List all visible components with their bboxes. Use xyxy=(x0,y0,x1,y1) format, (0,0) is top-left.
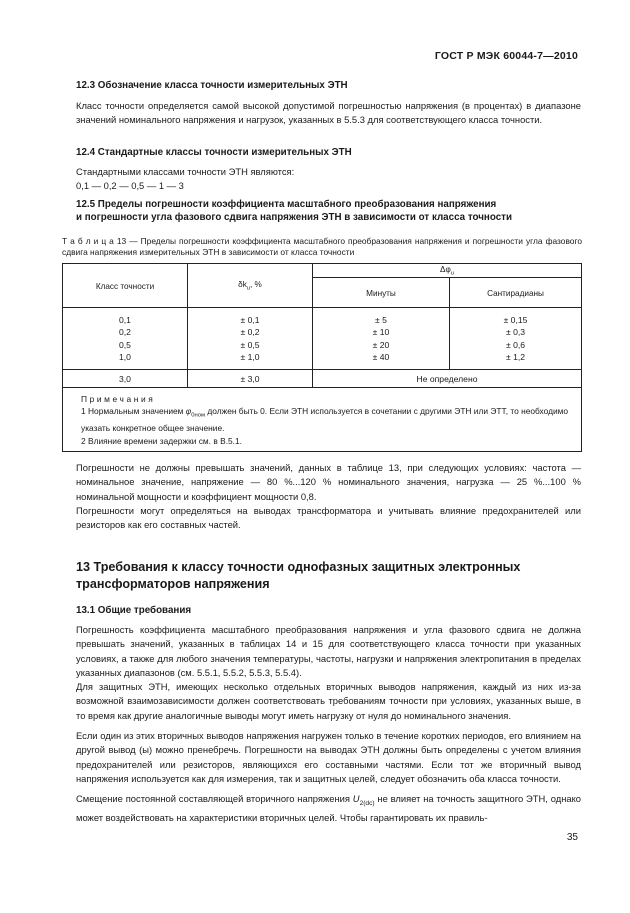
header-class: Класс точности xyxy=(63,264,188,308)
class-values: 0,1 0,2 0,5 1,0 xyxy=(63,308,188,370)
header-centiradians: Сантирадианы xyxy=(450,278,582,308)
document-header: ГОСТ Р МЭК 60044-7—2010 xyxy=(434,50,578,62)
section-12-3-text: Класс точности определяется самой высокой допустимой погрешностью напряжения (в процентах) в диапазоне значений номинального напряжения и нагрузок, указанных в 5.5.3 для соответствующего класса точности. xyxy=(76,100,581,126)
header-dphi: $\Delta\varphi_u$ xyxy=(313,264,582,278)
table-13-caption: Т а б л и ц а 13 — Пределы погрешности коэффициента масштабного преобразования напряжения и погрешности угла фазового сдвига напряжения измерительных ЭТН в зависимости от класса точности xyxy=(62,236,582,257)
section-13-1-paragraph-2: Для защитных ЭТН, имеющих несколько отдельных вторичных выводов напряжения, каждый из них из-за возможной взаимозависимости должен соответствовать требованиям точности при условиях, указанных выше, в то время как другие аналогичные выводы могут иметь нагрузку от нуля до номинального значения. xyxy=(76,681,581,721)
header-minutes: Минуты xyxy=(313,278,450,308)
table-notes xyxy=(63,388,582,452)
note-1: 1 Нормальным значением $\varphi_{0ном}$ должен быть 0. Если ЭТН используется в сочетании с другими ЭТН или ЭТТ, то необходимо указать конкретное общее значение. xyxy=(81,406,569,434)
after-table-paragraph-2: Погрешности могут определяться на выводах трансформатора и учитывать влияние предохранителей или резисторов как его составных частей. xyxy=(76,505,581,531)
section-13-1-title: 13.1 Общие требования xyxy=(76,605,192,616)
section-12-5-title-line1: 12.5 Пределы погрешности коэффициента масштабного преобразования напряжения xyxy=(76,199,497,210)
section-13-1-paragraph-1: Погрешность коэффициента масштабного преобразования напряжения и угла фазового сдвига не должна превышать значений, указанных в таблицах 14 и 15 для соответствующего класса точности при указанных условиях, а также для любого значения температуры, частоты, нагрузки и напряжения электропитания в пределах указанных диапазонов (см. 5.5.1, 5.5.2, 5.5.3, 5.5.4). xyxy=(76,624,581,679)
after-table-paragraph-1: Погрешности не должны превышать значений, данных в таблице 13, при следующих условиях: частота — номинальное значение, напряжение — 80 %...120 % номинального значения, нагрузка — 25 %...100 % номинальной мощности и коэффициент мощности 0,8. xyxy=(76,462,581,502)
class-3-cell: 3,0 xyxy=(63,370,188,388)
section-13-1-paragraph-4: Смещение постоянной составляющей вторичного напряжения $U_{2(dc)}$ не влияет на точность защитного ЭТН, однако может воздействовать на характеристики вторичных целей. Чтобы гарантировать их правиль- xyxy=(76,793,582,824)
section-12-5-title-line2: и погрешности угла фазового сдвига напряжения ЭТН в зависимости от класса точности xyxy=(76,212,512,223)
section-13-title-line2: трансформаторов напряжения xyxy=(76,577,270,591)
minutes-values: ± 5 ± 10 ± 20 ± 40 xyxy=(313,308,450,370)
header-dk: $\delta k_u$, % xyxy=(188,264,313,308)
section-13-title-line1: 13 Требования к классу точности однофазных защитных электронных xyxy=(76,560,521,574)
centiradians-values: ± 0,15 ± 0,3 ± 0,6 ± 1,2 xyxy=(450,308,582,370)
section-12-4-classes: 0,1 — 0,2 — 0,5 — 1 — 3 xyxy=(76,180,184,191)
section-12-4-line1: Стандартными классами точности ЭТН являются: xyxy=(76,166,295,177)
section-12-4-title: 12.4 Стандартные классы точности измерительных ЭТН xyxy=(76,147,352,158)
undefined-cell: Не определено xyxy=(313,370,582,388)
dk-3-cell: ± 3,0 xyxy=(188,370,313,388)
section-13-1-paragraph-3: Если один из этих вторичных выводов напряжения нагружен только в течение коротких периодов, его влиянием на другой вывод (ы) можно пренебречь. Погрешности на выводах ЭТН должны быть определены с учетом влияния предохранителей или резисторов, являющихся его составными частями. Если тот же вторичный вывод напряжения используется как для измерения, так и защитных целей, следует обозначить оба класса точности. xyxy=(76,730,581,785)
notes-title: Примечания xyxy=(81,394,156,404)
dk-values: ± 0,1 ± 0,2 ± 0,5 ± 1,0 xyxy=(188,308,313,370)
page-number: 35 xyxy=(566,832,578,843)
note-2: 2 Влияние времени задержки см. в B.5.1. xyxy=(81,435,242,446)
section-12-3-title: 12.3 Обозначение класса точности измерительных ЭТН xyxy=(76,80,348,91)
table-13 xyxy=(62,263,582,452)
